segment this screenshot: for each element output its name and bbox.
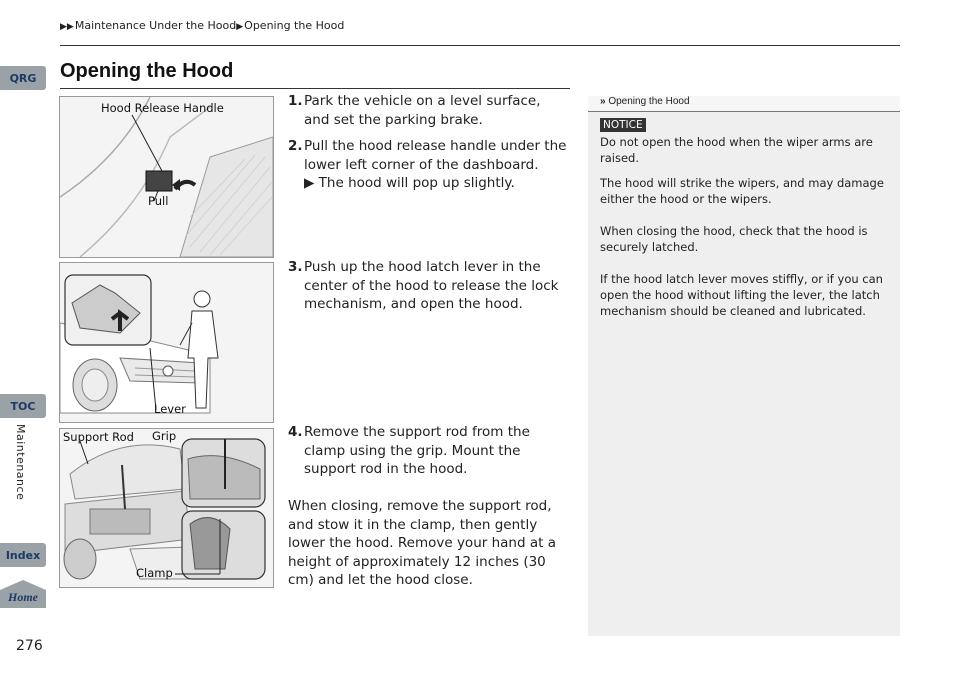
step-number: 2. <box>288 138 303 154</box>
breadcrumb-current-page: Opening the Hood <box>244 19 345 32</box>
step-result: ▶ The hood will pop up slightly. <box>304 175 515 191</box>
step-3 <box>288 258 570 314</box>
figure-hood-release-handle <box>59 96 274 258</box>
note-paragraph: If the hood latch lever moves stiffly, or if you can open the hood without lifting the lever, the latch mechanism should be cleaned and lubricated. <box>600 272 883 318</box>
step-1 <box>288 92 570 129</box>
step-2 <box>288 137 570 193</box>
breadcrumb-arrows-icon: ▶▶ <box>60 22 74 32</box>
step-text: Park the vehicle on a level surface, and set the parking brake. <box>304 93 541 128</box>
step-text: Pull the hood release handle under the lower left corner of the dashboard. <box>304 138 567 173</box>
step-4 <box>288 423 570 479</box>
notice-badge: NOTICE <box>600 118 646 132</box>
breadcrumb-separator-icon: ▶ <box>236 22 244 32</box>
toc-tab[interactable]: TOC <box>0 394 46 418</box>
chapter-label: Maintenance <box>14 424 27 501</box>
header-divider <box>60 45 900 46</box>
breadcrumb-section-link[interactable]: Maintenance Under the Hood <box>74 19 237 32</box>
page-number: 276 <box>16 638 43 654</box>
grip-label: Grip <box>152 429 177 443</box>
note-paragraph: When closing the hood, check that the hood is securely latched. <box>600 224 868 254</box>
home-tab[interactable] <box>0 580 46 608</box>
note-paragraph: Do not open the hood when the wiper arms are raised. <box>600 135 873 165</box>
home-icon <box>0 580 46 608</box>
support-rod-label: Support Rod <box>63 430 134 444</box>
pull-label: Pull <box>148 194 169 208</box>
title-underline <box>60 88 570 89</box>
page-title: Opening the Hood <box>60 60 234 82</box>
index-tab[interactable]: Index <box>0 543 46 567</box>
step-number: 1. <box>288 93 303 109</box>
step-text: Remove the support rod from the clamp using the grip. Mount the support rod in the hood. <box>304 424 530 477</box>
breadcrumb <box>60 19 344 32</box>
car-front-illustration <box>60 263 273 422</box>
figure-hood-latch-lever <box>59 262 274 423</box>
clamp-label: Clamp <box>136 566 173 580</box>
step-number: 4. <box>288 424 303 440</box>
step-number: 3. <box>288 259 303 275</box>
note-paragraph: The hood will strike the wipers, and may damage either the hood or the wipers. <box>600 176 884 206</box>
engine-bay-illustration <box>60 429 273 587</box>
closing-paragraph: When closing, remove the support rod, and stow it in the clamp, then gently lower the hood. Remove your hand at a height of approximately 12 inches (30 cm) and let the hood close. <box>288 498 556 588</box>
step-text: Push up the hood latch lever in the center of the hood to release the lock mechanism, and open the hood. <box>304 259 559 312</box>
home-tab-label: Home <box>8 590 38 604</box>
hood-release-handle-label: Hood Release Handle <box>101 101 224 115</box>
note-heading <box>588 96 900 112</box>
dashboard-illustration <box>60 97 273 257</box>
figure-support-rod <box>59 428 274 588</box>
note-reference-icon: » <box>600 96 606 107</box>
qrg-tab[interactable]: QRG <box>0 66 46 90</box>
note-heading-text: Opening the Hood <box>608 96 690 107</box>
lever-label: Lever <box>154 402 186 416</box>
